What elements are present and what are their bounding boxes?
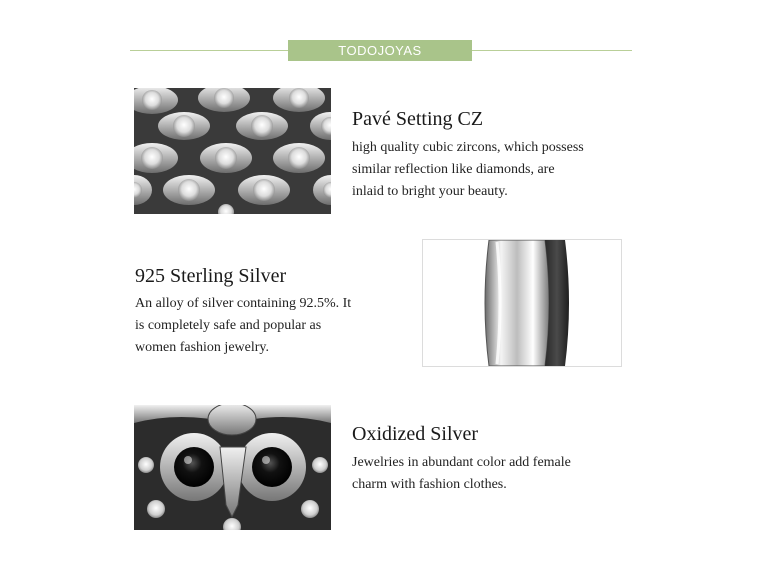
desc-line: inlaid to bright your beauty. — [352, 184, 508, 199]
desc-line: charm with fashion clothes. — [352, 477, 507, 492]
feature-desc-sterling — [135, 293, 351, 359]
feature-title-oxidized: Oxidized Silver — [352, 423, 479, 445]
feature-desc-pave — [352, 137, 584, 203]
feature-title-sterling: 925 Sterling Silver — [135, 265, 287, 287]
desc-line: similar reflection like diamonds, are — [352, 162, 555, 177]
desc-line: An alloy of silver containing 92.5%. It — [135, 296, 352, 311]
desc-line: is completely safe and popular as — [135, 318, 322, 333]
silver-band-image — [422, 239, 622, 367]
feature-desc-oxidized — [352, 452, 571, 496]
brand-banner: TODOJOYAS — [288, 40, 472, 61]
header-rule-left — [130, 50, 288, 51]
desc-line: women fashion jewelry. — [135, 340, 269, 355]
desc-line: Jewelries in abundant color add female — [352, 455, 571, 470]
desc-line: high quality cubic zircons, which possess — [352, 140, 584, 155]
owl-charm-image — [134, 405, 331, 530]
pave-setting-image — [134, 88, 331, 214]
feature-title-pave: Pavé Setting CZ — [352, 108, 484, 130]
header-rule-right — [472, 50, 632, 51]
